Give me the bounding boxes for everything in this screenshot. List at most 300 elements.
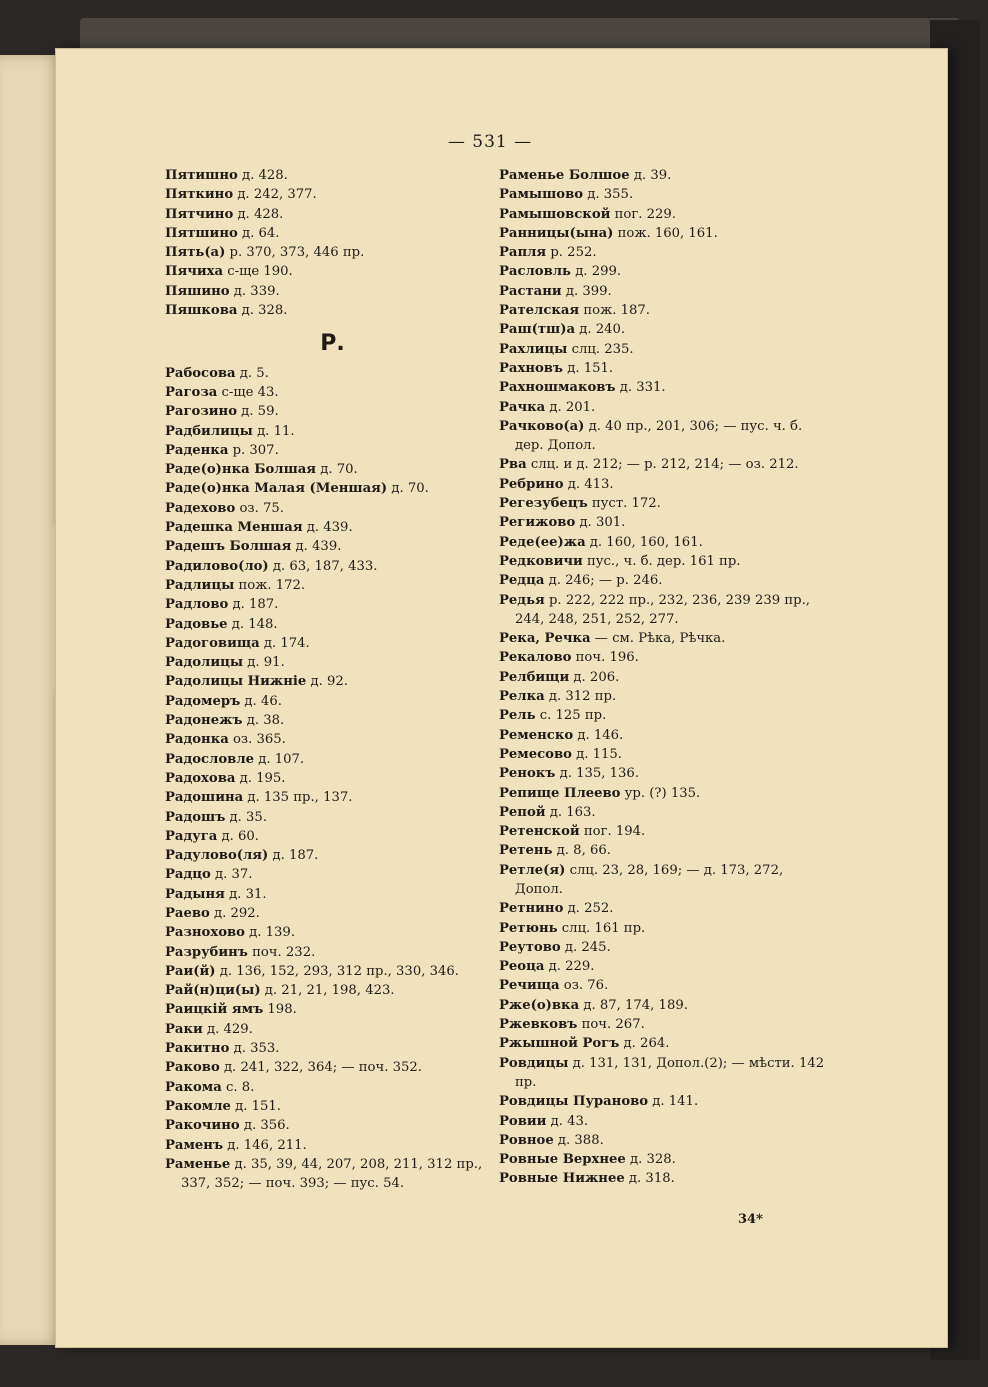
entry-reference: д. 135, 136. bbox=[555, 766, 640, 782]
entry-name: Раш(тш)а bbox=[499, 322, 576, 338]
entry-reference: д. 35. bbox=[225, 809, 268, 825]
entry-name: Радилово(ло) bbox=[165, 558, 269, 574]
entry-reference: слц. и д. 212; — р. 212, 214; — оз. 212. bbox=[526, 457, 799, 473]
entry-reference: д. 136, 152, 293, 312 пр., 330, 346. bbox=[215, 963, 459, 979]
index-entry bbox=[499, 861, 829, 900]
entry-name: Ремесово bbox=[499, 746, 572, 762]
index-entry bbox=[499, 1034, 829, 1053]
entry-reference: д. 241, 322, 364; — поч. 352. bbox=[219, 1060, 422, 1076]
index-entry bbox=[499, 919, 829, 938]
index-entry bbox=[499, 1112, 829, 1131]
entry-name: Радешка Меншая bbox=[165, 520, 303, 536]
entry-name: Пятишно bbox=[165, 168, 238, 183]
entry-name: Редковичи bbox=[499, 553, 583, 569]
entry-reference: д. 163. bbox=[545, 804, 596, 820]
index-entry bbox=[165, 1020, 500, 1039]
book-page bbox=[55, 48, 948, 1348]
entry-name: Радовье bbox=[165, 616, 228, 632]
entry-reference: д. 151. bbox=[563, 360, 614, 376]
entry-name: Рва bbox=[499, 457, 527, 473]
index-group-r-left bbox=[165, 364, 500, 1194]
entry-reference: с. 8. bbox=[221, 1079, 255, 1095]
entry-reference: д. 87, 174, 189. bbox=[579, 997, 688, 1013]
index-entry bbox=[499, 224, 829, 243]
entry-name: Радехово bbox=[165, 500, 236, 516]
entry-name: Ретле(я) bbox=[499, 862, 566, 878]
entry-reference: р. 307. bbox=[228, 442, 279, 458]
index-entry bbox=[165, 750, 500, 769]
index-entry bbox=[499, 417, 829, 456]
index-entry bbox=[165, 981, 500, 1000]
entry-reference: ур. (?) 135. bbox=[620, 785, 701, 801]
index-entry bbox=[499, 957, 829, 976]
entry-reference: пуст. 172. bbox=[587, 496, 661, 512]
entry-reference: д. 46. bbox=[240, 693, 282, 709]
entry-reference: д. 5. bbox=[235, 365, 269, 381]
entry-name: Регезубецъ bbox=[499, 496, 588, 512]
entry-name: Рже(о)вка bbox=[499, 997, 580, 1013]
entry-reference: д. 292. bbox=[209, 905, 260, 921]
index-column-right bbox=[499, 166, 829, 1189]
index-entry bbox=[499, 166, 829, 185]
entry-name: Ровдицы Пураново bbox=[499, 1094, 649, 1110]
entry-reference: д. 388. bbox=[553, 1132, 604, 1148]
entry-reference: д. 242, 377. bbox=[233, 187, 317, 203]
entry-name: Раменье bbox=[165, 1156, 231, 1172]
entry-reference: поч. 232. bbox=[247, 944, 316, 960]
index-entry bbox=[499, 185, 829, 204]
entry-reference: д. 11. bbox=[252, 423, 295, 439]
index-entry bbox=[499, 706, 829, 725]
entry-reference: с. 125 пр. bbox=[535, 708, 607, 724]
entry-reference: д. 92. bbox=[306, 674, 348, 690]
entry-name: Ракомле bbox=[165, 1098, 231, 1114]
index-entry bbox=[165, 846, 500, 865]
entry-reference: поч. 267. bbox=[577, 1017, 645, 1033]
entry-name: Рачково(а) bbox=[499, 418, 585, 434]
entry-name: Раде(о)нка Малая (Меншая) bbox=[165, 481, 388, 497]
entry-name: Ровные Верхнее bbox=[499, 1152, 626, 1168]
entry-name: Рапля bbox=[499, 245, 547, 261]
index-entry bbox=[165, 615, 500, 634]
index-entry bbox=[165, 962, 500, 981]
index-entry bbox=[165, 769, 500, 788]
entry-name: Реутово bbox=[499, 939, 561, 955]
entry-reference: д. 299. bbox=[571, 264, 622, 280]
entry-name: Редья bbox=[499, 592, 545, 608]
entry-reference: д. 245. bbox=[560, 939, 611, 955]
index-entry bbox=[499, 726, 829, 745]
entry-reference: д. 301. bbox=[575, 515, 626, 531]
index-entry bbox=[165, 634, 500, 653]
entry-name: Рекалово bbox=[499, 650, 572, 666]
index-entry bbox=[165, 166, 500, 185]
index-entry bbox=[499, 803, 829, 822]
entry-reference: пож. 160, 161. bbox=[613, 225, 718, 241]
entry-reference: д. 59. bbox=[236, 404, 279, 420]
index-entry bbox=[165, 1039, 500, 1058]
entry-reference: оз. 75. bbox=[235, 500, 284, 516]
entry-reference: д. 115. bbox=[571, 746, 622, 762]
entry-name: Релка bbox=[499, 689, 545, 705]
entry-reference: д. 8, 66. bbox=[552, 843, 611, 859]
entry-reference: д. 60. bbox=[217, 828, 259, 844]
entry-name: Рачка bbox=[499, 399, 546, 415]
entry-reference: д. 64. bbox=[237, 225, 280, 241]
entry-name: Репище Плеево bbox=[499, 785, 621, 801]
entry-name: Рахновъ bbox=[499, 360, 564, 376]
index-entry bbox=[165, 595, 500, 614]
entry-reference: д. 195. bbox=[235, 770, 286, 786]
entry-name: Рамышовской bbox=[499, 206, 611, 222]
index-entry bbox=[165, 1136, 500, 1155]
index-column-left bbox=[165, 166, 500, 1193]
index-entry bbox=[165, 185, 500, 204]
entry-name: Ракочино bbox=[165, 1118, 240, 1134]
entry-reference: д. 38. bbox=[242, 713, 285, 729]
index-entry bbox=[165, 1000, 500, 1019]
entry-reference: д. 148. bbox=[227, 616, 278, 632]
index-entry bbox=[499, 359, 829, 378]
entry-name: Радешъ Болшая bbox=[165, 539, 292, 555]
entry-name: Пячиха bbox=[165, 264, 224, 280]
entry-reference: д. 35, 39, 44, 207, 208, 211, 312 пр., 337, 352; — поч. 393; — пус. 54. bbox=[181, 1156, 483, 1192]
entry-name: Раде(о)нка Болшая bbox=[165, 462, 317, 478]
entry-reference: д. 439. bbox=[302, 520, 353, 536]
entry-name: Ренокъ bbox=[499, 766, 556, 782]
entry-reference: д. 146. bbox=[573, 727, 624, 743]
entry-name: Рахношмаковъ bbox=[499, 380, 616, 396]
entry-reference: д. 413. bbox=[563, 476, 614, 492]
index-entry bbox=[165, 557, 500, 576]
index-entry bbox=[499, 899, 829, 918]
index-entry bbox=[165, 923, 500, 942]
index-entry bbox=[165, 499, 500, 518]
index-entry bbox=[165, 383, 500, 402]
entry-reference: д. 174. bbox=[259, 635, 310, 651]
index-entry bbox=[165, 653, 500, 672]
entry-reference: р. 252. bbox=[546, 245, 597, 261]
entry-name: Рагозино bbox=[165, 404, 237, 420]
entry-name: Радошъ bbox=[165, 809, 226, 825]
entry-reference: д. 429. bbox=[202, 1021, 253, 1037]
index-entry bbox=[165, 808, 500, 827]
entry-reference: д. 240. bbox=[575, 322, 626, 338]
entry-reference: д. 331. bbox=[615, 380, 666, 396]
entry-reference: д. 160, 160, 161. bbox=[585, 534, 703, 550]
entry-reference: д. 439. bbox=[291, 539, 342, 555]
entry-name: Пяткино bbox=[165, 187, 234, 203]
entry-name: Репой bbox=[499, 804, 546, 820]
entry-reference: д. 355. bbox=[583, 187, 634, 203]
entry-reference: д. 31. bbox=[224, 886, 267, 902]
entry-name: Радомеръ bbox=[165, 693, 241, 709]
entry-name: Редца bbox=[499, 573, 545, 589]
index-entry bbox=[499, 648, 829, 667]
entry-name: Ракома bbox=[165, 1079, 222, 1095]
entry-name: Ржевковъ bbox=[499, 1017, 578, 1033]
index-entry bbox=[499, 513, 829, 532]
entry-name: Радословле bbox=[165, 751, 255, 767]
entry-reference: 198. bbox=[263, 1002, 297, 1018]
index-entry bbox=[499, 591, 829, 630]
entry-name: Разрубинъ bbox=[165, 944, 248, 960]
entry-name: Раменье Болшое bbox=[499, 168, 630, 183]
entry-name: Радцо bbox=[165, 867, 211, 883]
index-entry bbox=[165, 827, 500, 846]
entry-name: Радыня bbox=[165, 886, 225, 902]
printer-signature: 34* bbox=[738, 1212, 763, 1227]
entry-name: Раи(й) bbox=[165, 963, 216, 979]
entry-name: Расловль bbox=[499, 264, 571, 280]
index-entry bbox=[165, 904, 500, 923]
index-entry bbox=[499, 398, 829, 417]
entry-reference: д. 70. bbox=[316, 462, 358, 478]
entry-name: Ретюнь bbox=[499, 920, 558, 936]
index-entry bbox=[165, 537, 500, 556]
index-entry bbox=[499, 745, 829, 764]
index-entry bbox=[165, 402, 500, 421]
entry-name: Раденка bbox=[165, 442, 229, 458]
entry-reference: с-ще 43. bbox=[217, 384, 279, 400]
entry-name: Радонежъ bbox=[165, 713, 243, 729]
entry-reference: д. 353. bbox=[229, 1041, 280, 1057]
entry-reference: д. 43. bbox=[546, 1113, 589, 1129]
entry-name: Пяшкова bbox=[165, 303, 238, 319]
entry-reference: — см. Рѣка, Рѣчка. bbox=[590, 631, 726, 647]
index-entry bbox=[499, 784, 829, 803]
entry-name: Ретенской bbox=[499, 824, 580, 840]
entry-reference: д. 37. bbox=[210, 867, 253, 883]
index-entry bbox=[499, 996, 829, 1015]
index-entry bbox=[165, 364, 500, 383]
entry-reference: пож. 172. bbox=[234, 577, 306, 593]
entry-name: Рабосова bbox=[165, 365, 236, 381]
index-entry bbox=[499, 340, 829, 359]
entry-name: Рахлицы bbox=[499, 341, 568, 357]
entry-name: Ременско bbox=[499, 727, 574, 743]
entry-reference: д. 40 пр., 201, 306; — пус. ч. б. дер. Допол. bbox=[515, 418, 803, 454]
index-group-p bbox=[165, 166, 500, 320]
index-entry bbox=[499, 571, 829, 590]
entry-name: Ранницы(ына) bbox=[499, 225, 614, 241]
entry-name: Радохова bbox=[165, 770, 236, 786]
entry-reference: д. 139. bbox=[244, 925, 296, 941]
index-entry bbox=[499, 1015, 829, 1034]
entry-name: Релбищи bbox=[499, 669, 570, 685]
entry-name: Растани bbox=[499, 283, 562, 299]
entry-name: Ретнино bbox=[499, 901, 564, 917]
entry-reference: д. 141. bbox=[648, 1094, 699, 1110]
index-entry bbox=[499, 552, 829, 571]
index-entry bbox=[499, 1150, 829, 1169]
section-heading: Р. bbox=[320, 331, 345, 357]
entry-name: Ретень bbox=[499, 843, 553, 859]
entry-name: Рамышово bbox=[499, 187, 584, 203]
index-entry bbox=[165, 243, 500, 262]
entry-name: Радуга bbox=[165, 828, 218, 844]
index-entry bbox=[165, 441, 500, 460]
index-entry bbox=[165, 518, 500, 537]
entry-reference: д. 146, 211. bbox=[223, 1137, 307, 1153]
entry-name: Раицкiй ямъ bbox=[165, 1002, 264, 1018]
index-entry bbox=[165, 711, 500, 730]
index-entry bbox=[499, 1131, 829, 1150]
index-entry bbox=[499, 687, 829, 706]
entry-reference: д. 39. bbox=[629, 168, 672, 183]
entry-reference: д. 21, 21, 198, 423. bbox=[260, 983, 395, 999]
entry-name: Рателская bbox=[499, 303, 580, 319]
entry-reference: р. 370, 373, 446 пр. bbox=[225, 245, 365, 261]
index-entry bbox=[165, 1155, 500, 1194]
entry-reference: с-ще 190. bbox=[223, 264, 293, 280]
index-entry bbox=[499, 455, 829, 474]
index-entry bbox=[165, 1078, 500, 1097]
entry-name: Раково bbox=[165, 1060, 220, 1076]
index-entry bbox=[499, 1092, 829, 1111]
index-entry bbox=[499, 938, 829, 957]
index-entry bbox=[165, 460, 500, 479]
index-entry bbox=[499, 668, 829, 687]
entry-reference: д. 399. bbox=[561, 283, 612, 299]
index-entry bbox=[499, 1054, 829, 1093]
entry-reference: д. 328. bbox=[237, 303, 288, 319]
entry-reference: д. 206. bbox=[569, 669, 620, 685]
entry-name: Ракитно bbox=[165, 1041, 230, 1057]
index-entry bbox=[499, 533, 829, 552]
entry-reference: поч. 196. bbox=[571, 650, 639, 666]
index-entry bbox=[499, 301, 829, 320]
entry-name: Пятшино bbox=[165, 225, 238, 241]
entry-name: Раменъ bbox=[165, 1137, 224, 1153]
entry-reference: д. 63, 187, 433. bbox=[268, 558, 378, 574]
index-entry bbox=[165, 205, 500, 224]
entry-name: Ребрино bbox=[499, 476, 564, 492]
index-entry bbox=[499, 262, 829, 281]
entry-reference: слц. 161 пр. bbox=[557, 920, 646, 936]
index-entry bbox=[165, 865, 500, 884]
index-entry bbox=[499, 976, 829, 995]
entry-reference: слц. 235. bbox=[567, 341, 634, 357]
entry-name: Речища bbox=[499, 978, 560, 994]
entry-name: Радбилицы bbox=[165, 423, 253, 439]
entry-name: Радолицы bbox=[165, 655, 244, 671]
index-entry bbox=[165, 262, 500, 281]
index-entry bbox=[499, 1169, 829, 1188]
index-entry bbox=[165, 422, 500, 441]
index-entry bbox=[499, 475, 829, 494]
entry-name: Рай(н)ци(ы) bbox=[165, 983, 261, 999]
entry-name: Ржышной Рогъ bbox=[499, 1036, 620, 1052]
previous-page-edge bbox=[0, 55, 62, 1345]
entry-reference: д. 312 пр. bbox=[544, 689, 617, 705]
index-entry bbox=[499, 822, 829, 841]
entry-reference: д. 70. bbox=[387, 481, 429, 497]
page-number: — 531 — bbox=[447, 132, 533, 152]
index-entry bbox=[499, 629, 829, 648]
index-group-r-right bbox=[499, 166, 829, 1189]
index-entry bbox=[499, 243, 829, 262]
entry-name: Радлицы bbox=[165, 577, 235, 593]
entry-reference: д. 229. bbox=[544, 959, 595, 975]
index-entry bbox=[165, 885, 500, 904]
index-entry bbox=[499, 378, 829, 397]
entry-name: Ровии bbox=[499, 1113, 547, 1129]
entry-reference: оз. 76. bbox=[559, 978, 609, 994]
entry-reference: д. 328. bbox=[625, 1152, 676, 1168]
index-entry bbox=[499, 841, 829, 860]
entry-reference: д. 264. bbox=[619, 1036, 670, 1052]
entry-name: Пятчино bbox=[165, 206, 234, 222]
entry-reference: д. 187. bbox=[228, 597, 279, 613]
entry-reference: пог. 229. bbox=[610, 206, 676, 222]
index-entry bbox=[165, 224, 500, 243]
index-entry bbox=[165, 1097, 500, 1116]
entry-name: Радонка bbox=[165, 732, 229, 748]
entry-reference: д. 339. bbox=[229, 283, 280, 299]
entry-reference: д. 151. bbox=[230, 1098, 281, 1114]
index-entry bbox=[165, 788, 500, 807]
index-entry bbox=[165, 282, 500, 301]
entry-name: Ровные Нижнее bbox=[499, 1171, 625, 1187]
entry-name: Рель bbox=[499, 708, 536, 724]
entry-reference: пог. 194. bbox=[579, 824, 646, 840]
index-entry bbox=[499, 282, 829, 301]
entry-reference: д. 187. bbox=[268, 848, 319, 864]
entry-reference: д. 135 пр., 137. bbox=[243, 790, 353, 806]
entry-reference: пож. 187. bbox=[579, 303, 650, 319]
entry-name: Реоца bbox=[499, 959, 545, 975]
entry-name: Реде(ее)жа bbox=[499, 534, 586, 550]
entry-reference: д. 356. bbox=[239, 1118, 290, 1134]
entry-reference: д. 131, 131, Допол.(2); — мѣсти. 142 пр. bbox=[515, 1055, 825, 1090]
entry-name: Река, Речка bbox=[499, 631, 591, 647]
entry-name: Радлово bbox=[165, 597, 229, 613]
index-entry bbox=[165, 943, 500, 962]
entry-name: Пяшино bbox=[165, 283, 230, 299]
entry-name: Ровдицы bbox=[499, 1055, 569, 1071]
entry-name: Радулово(ля) bbox=[165, 848, 269, 864]
index-entry bbox=[165, 692, 500, 711]
index-entry bbox=[165, 301, 500, 320]
index-entry bbox=[165, 576, 500, 595]
index-entry bbox=[165, 672, 500, 691]
entry-reference: пус., ч. б. дер. 161 пр. bbox=[582, 553, 741, 569]
entry-reference: д. 428. bbox=[233, 206, 284, 222]
entry-name: Рагоза bbox=[165, 384, 218, 400]
entry-reference: оз. 365. bbox=[228, 732, 286, 748]
index-entry bbox=[165, 1116, 500, 1135]
entry-name: Радолицы Нижнiе bbox=[165, 674, 307, 690]
index-entry bbox=[499, 205, 829, 224]
entry-name: Радоговища bbox=[165, 635, 260, 651]
entry-reference: р. 222, 222 пр., 232, 236, 239 239 пр., 244, 248, 251, 252, 277. bbox=[515, 592, 810, 627]
entry-name: Разнохово bbox=[165, 925, 245, 941]
entry-reference: д. 428. bbox=[237, 168, 288, 183]
entry-name: Регижово bbox=[499, 515, 576, 531]
entry-reference: д. 201. bbox=[545, 399, 596, 415]
entry-reference: д. 107. bbox=[254, 751, 305, 767]
index-entry bbox=[499, 320, 829, 339]
entry-reference: д. 91. bbox=[243, 655, 285, 671]
index-entry bbox=[499, 494, 829, 513]
entry-name: Пять(а) bbox=[165, 245, 226, 261]
entry-name: Раки bbox=[165, 1021, 203, 1037]
entry-reference: слц. 23, 28, 169; — д. 173, 272, Допол. bbox=[515, 862, 784, 897]
entry-reference: д. 246; — р. 246. bbox=[544, 573, 663, 589]
index-entry bbox=[499, 764, 829, 783]
entry-name: Радошина bbox=[165, 790, 244, 806]
